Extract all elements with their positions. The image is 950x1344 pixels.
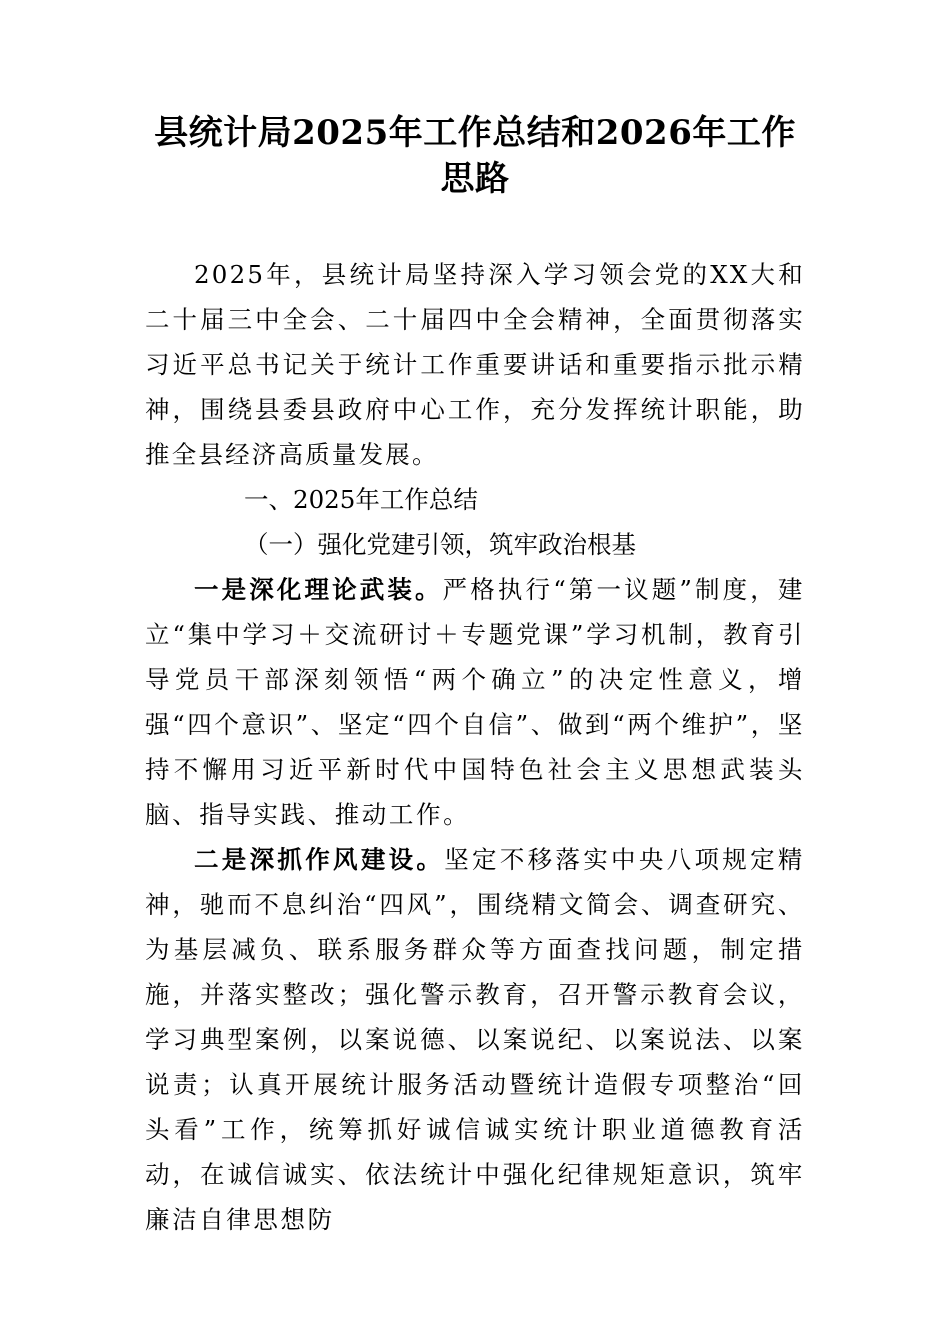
paragraph-style — [145, 837, 805, 1242]
document-body — [145, 252, 805, 1242]
section-heading: 一、2025年工作总结 — [244, 485, 478, 514]
subsection-heading: （一）强化党建引领，筑牢政治根基 — [244, 530, 636, 559]
intro-paragraph: 2025年，县统计局坚持深入学习领会党的XX大和二十届三中全会、二十届四中全会精神，全面贯彻落实习近平总书记关于统计工作重要讲话和重要指示批示精神，围绕县委县政府中心工作，充分发挥统计职能，助推全县经济高质量发展。 — [145, 260, 805, 469]
paragraph-text: 坚定不移落实中央八项规定精神，驰而不息纠治“四风”，围绕精文简会、调查研究、为基层减负、联系服务群众等方面查找问题，制定措施，并落实整改；强化警示教育，召开警示教育会议，学习典型案例，以案说德、以案说纪、以案说法、以案说责；认真开展统计服务活动暨统计造假专项整治“回头看”工作，统筹抓好诚信诚实统计职业道德教育活动，在诚信诚实、依法统计中强化纪律规矩意识，筑牢廉洁自律思想防 — [145, 845, 805, 1234]
paragraph-theory — [145, 567, 805, 837]
paragraph-lead: 一是深化理论武装。 — [194, 575, 443, 604]
paragraph-text: 严格执行“第一议题”制度，建立“集中学习＋交流研讨＋专题党课”学习机制，教育引导党员干部深刻领悟“两个确立”的决定性意义，增强“四个意识”、坚定“四个自信”、做到“两个维护”，坚持不懈用习近平新时代中国特色社会主义思想武装头脑、指导实践、推动工作。 — [145, 575, 805, 829]
document-title: 县统计局2025年工作总结和2026年工作思路 — [154, 113, 796, 199]
paragraph-lead: 二是深抓作风建设。 — [194, 845, 445, 874]
